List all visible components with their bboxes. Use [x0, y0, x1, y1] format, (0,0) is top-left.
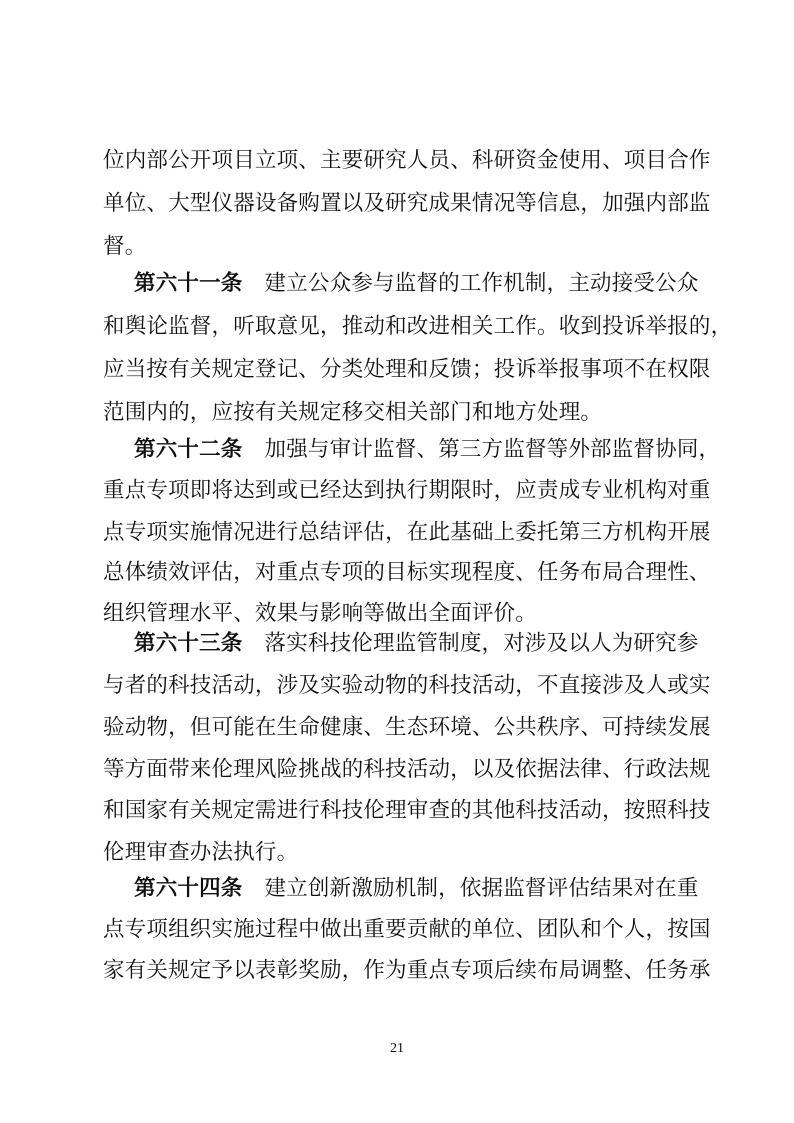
- article-64-text: 建立创新激励机制，依据监督评估结果对在重: [264, 876, 699, 901]
- paragraph-line: 位内部公开项目立项、主要研究人员、科研资金使用、项目合作: [103, 148, 711, 173]
- article-63-first-line: [134, 629, 699, 659]
- paragraph-line: 和国家有关规定需进行科技伦理审查的其他科技活动，按照科技: [103, 798, 711, 823]
- article-64-first-line: [134, 874, 699, 904]
- paragraph-line: 点专项实施情况进行总结评估，在此基础上委托第三方机构开展: [103, 520, 711, 545]
- paragraph-line: 总体绩效评估，对重点专项的目标实现程度、任务布局合理性、: [103, 560, 711, 585]
- paragraph-line: 范围内的，应按有关规定移交相关部门和地方处理。: [103, 400, 603, 425]
- paragraph-line: 与者的科技活动，涉及实验动物的科技活动，不直接涉及人或实: [103, 673, 711, 698]
- paragraph-line: 重点专项即将达到或已经达到执行期限时，应责成专业机构对重: [103, 478, 711, 503]
- article-61-heading: 第六十一条: [134, 271, 243, 296]
- article-62-first-line: [134, 435, 720, 465]
- paragraph-line: 伦理审查办法执行。: [103, 840, 299, 865]
- paragraph-line: 和舆论监督，听取意见，推动和改进相关工作。收到投诉举报的，: [103, 314, 733, 339]
- article-63-heading: 第六十三条: [134, 631, 243, 656]
- paragraph-line: 督。: [103, 234, 147, 259]
- paragraph-line: 单位、大型仪器设备购置以及研究成果情况等信息，加强内部监: [103, 191, 711, 216]
- paragraph-line: 组织管理水平、效果与影响等做出全面评价。: [103, 601, 538, 626]
- article-61-text: 建立公众参与监督的工作机制，主动接受公众: [264, 271, 699, 296]
- article-63-text: 落实科技伦理监管制度，对涉及以人为研究参: [264, 631, 699, 656]
- article-62-text: 加强与审计监督、第三方监督等外部监督协同，: [264, 437, 721, 462]
- paragraph-line: 点专项组织实施过程中做出重要贡献的单位、团队和个人，按国: [103, 917, 711, 942]
- page-number: 21: [390, 1041, 404, 1056]
- paragraph-line: 验动物，但可能在生命健康、生态环境、公共秩序、可持续发展: [103, 715, 711, 740]
- article-61-first-line: [134, 269, 699, 299]
- paragraph-line: 家有关规定予以表彰奖励，作为重点专项后续布局调整、任务承: [103, 958, 711, 983]
- article-64-heading: 第六十四条: [134, 876, 243, 901]
- paragraph-line: 应当按有关规定登记、分类处理和反馈；投诉举报事项不在权限: [103, 357, 711, 382]
- article-62-heading: 第六十二条: [134, 437, 243, 462]
- paragraph-line: 等方面带来伦理风险挑战的科技活动，以及依据法律、行政法规: [103, 757, 711, 782]
